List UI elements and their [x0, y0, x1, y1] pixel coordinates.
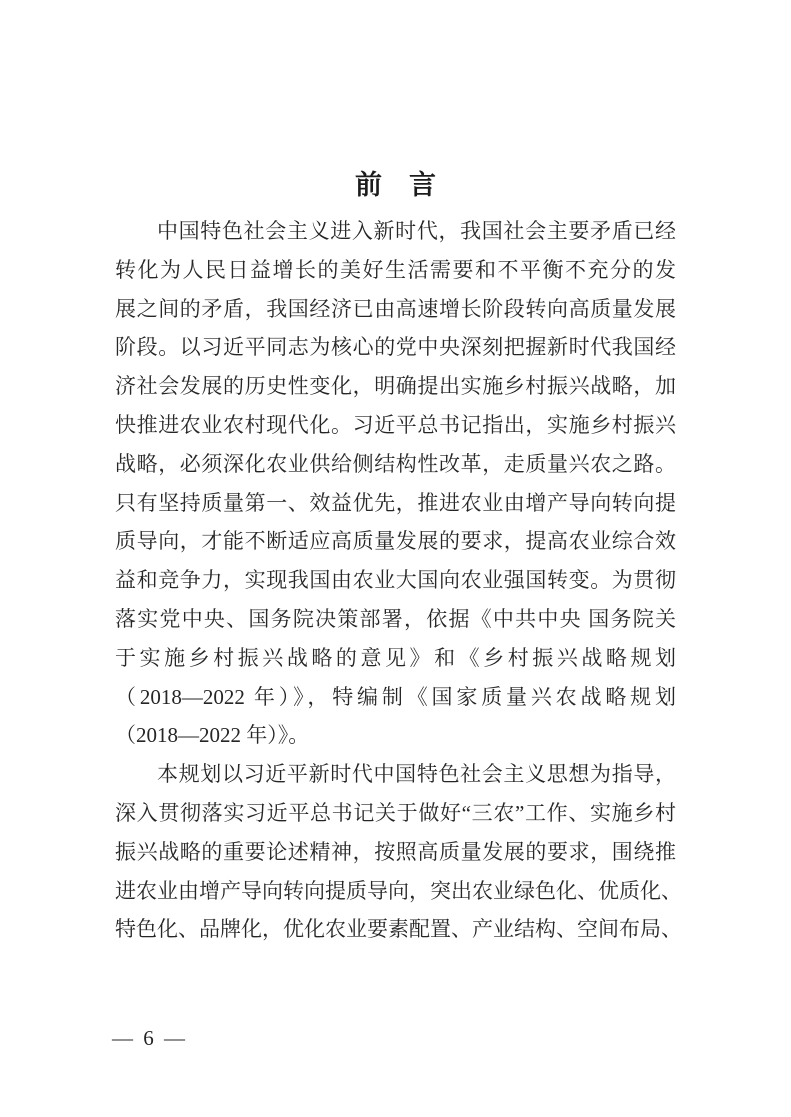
text-line: 益和竞争力，实现我国由农业大国向农业强国转变。为贯彻 [115, 568, 676, 593]
section-title: 前 言 [355, 170, 436, 200]
text-line: 特色化、品牌化，优化农业要素配置、产业结构、空间布局、 [115, 917, 682, 942]
text-line: 济社会发展的历史性变化，明确提出实施乡村振兴战略，加 [115, 374, 676, 399]
page-number: — 6 — [112, 1026, 185, 1050]
text-line: 中国特色社会主义进入新时代，我国社会主要矛盾已经 [157, 219, 676, 243]
document-content [115, 164, 682, 949]
text-line: 进农业由增产导向转向提质导向，突出农业绿色化、优质化、 [115, 878, 682, 903]
text-line: 快推进农业农村现代化。习近平总书记指出，实施乡村振兴 [115, 412, 676, 437]
text-line: 质导向，才能不断适应高质量发展的要求，提高农业综合效 [115, 529, 676, 554]
text-line: 只有坚持质量第一、效益优先，推进农业由增产导向转向提 [115, 490, 676, 515]
text-line: 深入贯彻落实习近平总书记关于做好“三农”工作、实施乡村 [115, 800, 676, 825]
text-line: 转化为人民日益增长的美好生活需要和不平衡不充分的发 [115, 257, 676, 282]
text-line: 本规划以习近平新时代中国特色社会主义思想为指导， [157, 762, 676, 787]
text-line: 阶段。以习近平同志为核心的党中央深刻把握新时代我国经 [115, 335, 676, 360]
document-body [115, 212, 682, 949]
text-line: （2018—2022 年）》，特编制《国家质量兴农战略规划 [115, 684, 676, 709]
text-line: （2018—2022 年）》。 [115, 723, 310, 748]
text-line: 展之间的矛盾，我国经济已由高速增长阶段转向高质量发展 [115, 296, 676, 321]
text-line: 于实施乡村振兴战略的意见》和《乡村振兴战略规划 [115, 645, 676, 670]
text-line: 战略，必须深化农业供给侧结构性改革，走质量兴农之路。 [115, 451, 676, 476]
text-line: 落实党中央、国务院决策部署，依据《中共中央 国务院关 [115, 606, 676, 631]
text-line: 振兴战略的重要论述精神，按照高质量发展的要求，围绕推 [115, 839, 676, 864]
